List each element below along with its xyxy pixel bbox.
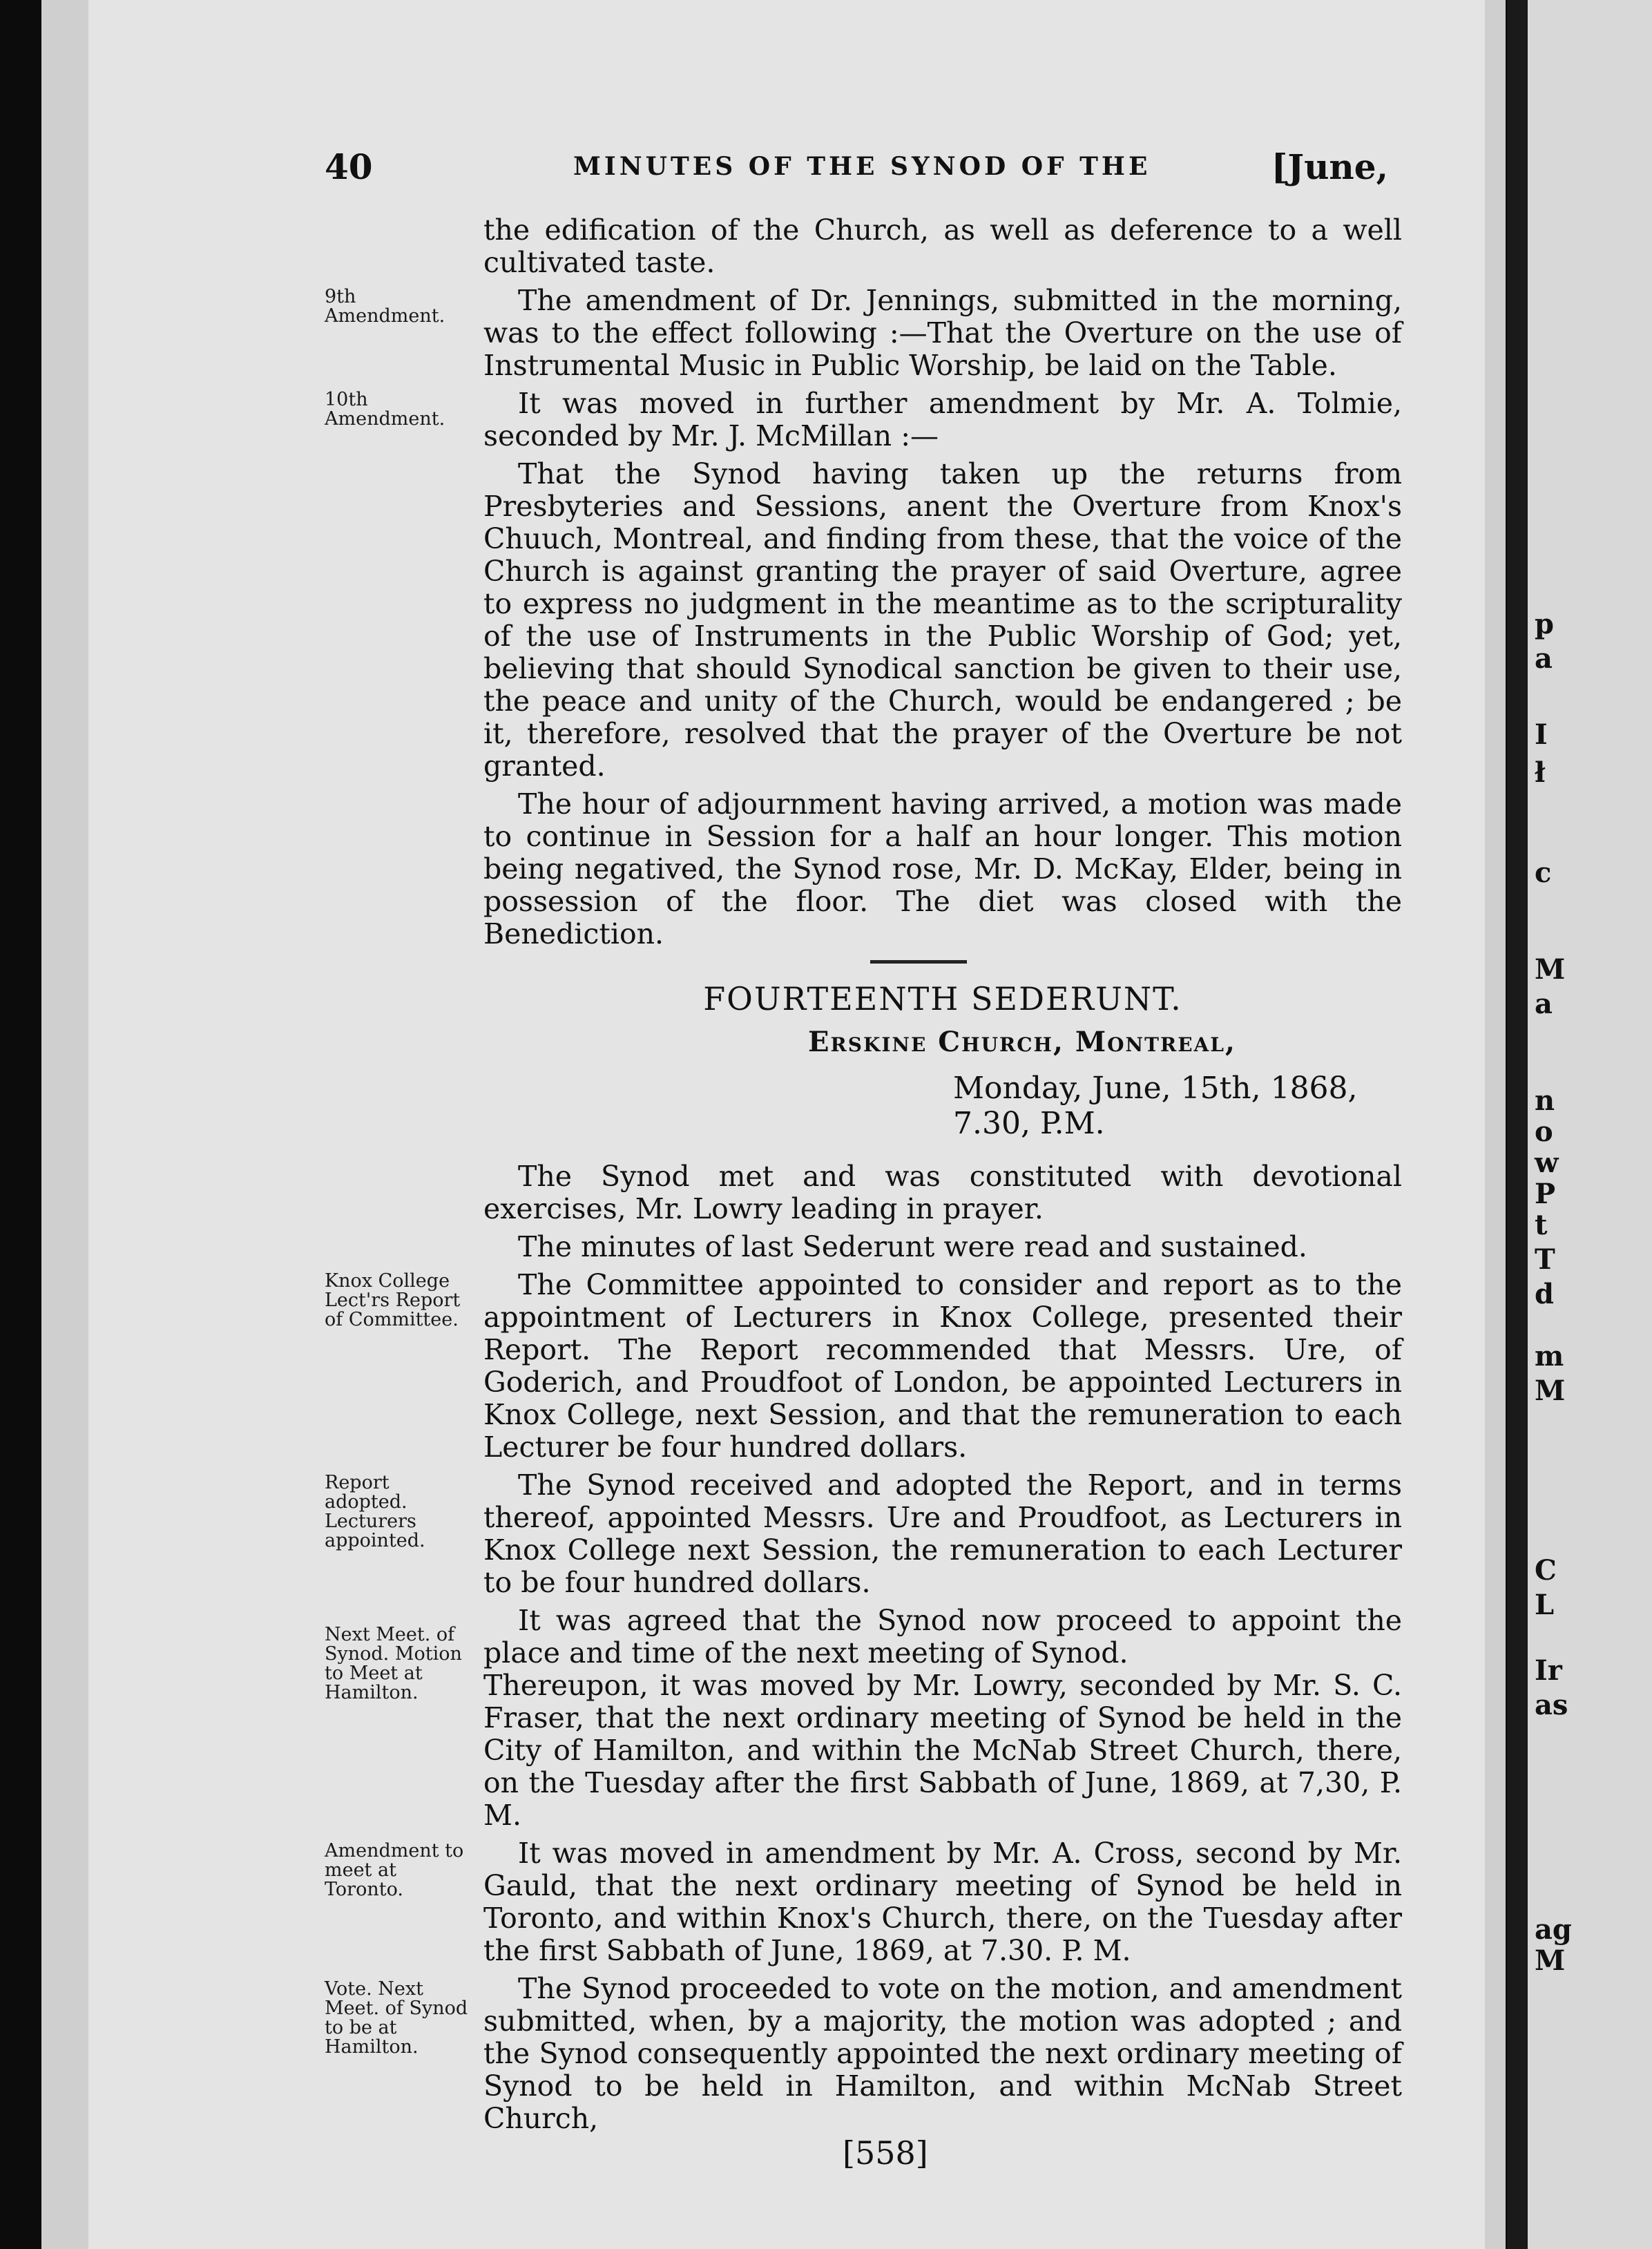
paragraph	[325, 387, 1402, 452]
paragraph-text: The minutes of last Sederunt were read and sustained.	[518, 1230, 1307, 1263]
fragment-text: t	[1535, 1209, 1548, 1241]
binding-gutter	[1507, 0, 1528, 2249]
paragraph	[325, 285, 1402, 382]
margin-note: Amendment to meet at Toronto.	[325, 1840, 464, 1900]
sederunt-location: Erskine Church, Montreal,	[808, 1026, 1236, 1058]
paragraph-text: That the Synod having taken up the returns from Presbyteries and Sessions, anent the Overture from Knox's Chuuch, Montreal, and finding from these, that the voice of the Church is against granting the prayer of said Overture, agree to express no judgment in the meantime as to the scripturality of the use of Instruments in the Public Worship of God; yet, believing that should Synodical sanction be given to their use, the peace and unity of the Church, would be endangered ; be it, therefore, resolved that the prayer of the Overture be not granted.	[483, 457, 1402, 783]
fragment-text: T	[1535, 1243, 1555, 1276]
fragment-text: o	[1535, 1116, 1553, 1148]
fragment-text: ł	[1535, 756, 1546, 789]
fragment-text: M	[1535, 1944, 1566, 1977]
paragraph-text: It was moved in amendment by Mr. A. Cross, second by Mr. Gauld, that the next ordinary meeting of Synod be held in Toronto, and within Knox's Church, there, on the Tuesday after the first Sabbath of June, 1869, at 7.30. P. M.	[483, 1837, 1402, 1967]
fragment-text: n	[1535, 1084, 1555, 1117]
paragraph	[325, 1231, 1402, 1263]
margin-note: 10th Amendment.	[325, 389, 445, 430]
paragraph	[325, 1269, 1402, 1464]
paragraph	[325, 1469, 1402, 1599]
paragraph	[325, 1605, 1402, 1832]
paragraph	[325, 788, 1402, 950]
sederunt-datetime: Monday, June, 15th, 1868, 7.30, P.M.	[953, 1071, 1358, 1141]
paragraph-text: It was agreed that the Synod now proceed to appoint the place and time of the next meeting of Synod. Thereupon, it was moved by Mr. Lowry, seconded by Mr. S. C. Fraser, that the next ordinary meeting of Synod be held in the City of Hamilton, and within the McNab Street Church, there, on the Tuesday after the first Sabbath of June, 1869, at 7,30, P. M.	[483, 1604, 1402, 1832]
page-footer-number: [558]	[843, 2134, 928, 2172]
margin-note: Next Meet. of Synod. Motion to Meet at Hamilton.	[325, 1624, 462, 1703]
fragment-text: Ir	[1535, 1654, 1562, 1687]
fragment-text: C	[1535, 1554, 1557, 1587]
adjacent-page-fragment	[1528, 0, 1652, 2249]
paragraph-text: It was moved in further amendment by Mr. A. Tolmie, seconded by Mr. J. McMillan :—	[483, 387, 1402, 452]
section-divider	[870, 960, 967, 964]
margin-note: Knox College Lect'rs Report of Committee.	[325, 1270, 461, 1330]
paragraph	[325, 458, 1402, 783]
fragment-text: p	[1535, 608, 1554, 640]
paragraph	[325, 1160, 1402, 1225]
page-header	[325, 146, 1402, 188]
running-head: MINUTES OF THE SYNOD OF THE	[573, 152, 1151, 181]
fragment-text: c	[1535, 856, 1552, 889]
paragraph-text: The Synod met and was constituted with devotional exercises, Mr. Lowry leading in prayer.	[483, 1160, 1402, 1225]
date-head: [June,	[1271, 146, 1388, 187]
paragraph	[325, 214, 1402, 279]
paragraph-text: The hour of adjournment having arrived, a motion was made to continue in Session for a half an hour longer. This motion being negatived, the Synod rose, Mr. D. McKay, Elder, being in possession of the floor. The diet was closed with the Benediction.	[483, 787, 1402, 950]
fragment-text: P	[1535, 1178, 1556, 1210]
fragment-text: I	[1535, 718, 1548, 751]
margin-note: 9th Amendment.	[325, 286, 445, 327]
fragment-text: M	[1535, 953, 1566, 986]
paragraph	[325, 1837, 1402, 1967]
margin-note: Report adopted. Lecturers appointed.	[325, 1472, 425, 1551]
paragraph-text: the edification of the Church, as well as deference to a well cultivated taste.	[483, 213, 1402, 279]
fragment-text: ag	[1535, 1913, 1572, 1946]
paragraph-text: The Synod proceeded to vote on the motion, and amendment submitted, when, by a majority, the motion was adopted ; and the Synod consequently appointed the next ordinary meeting of Synod to be held in Hamilton, and within McNab Street Church,	[483, 1972, 1402, 2135]
fragment-text: M	[1535, 1375, 1566, 1407]
paragraph-text: The amendment of Dr. Jennings, submitted in the morning, was to the effect following :—That the Overture on the use of Instrumental Music in Public Worship, be laid on the Table.	[483, 284, 1402, 382]
fragment-text: w	[1535, 1147, 1559, 1179]
fragment-text: a	[1535, 988, 1553, 1020]
paragraph-text: The Synod received and adopted the Report, and in terms thereof, appointed Messrs. Ure and Proudfoot, as Lecturers in Knox College next Session, the remuneration to each Lecturer to be four hundred dollars.	[483, 1468, 1402, 1599]
margin-note: Vote. Next Meet. of Synod to be at Hamilton.	[325, 1978, 468, 2058]
page-number: 40	[325, 146, 373, 187]
paragraph	[325, 1973, 1402, 2135]
fragment-text: m	[1535, 1340, 1564, 1372]
paragraph-text: The Committee appointed to consider and report as to the appointment of Lecturers in Knox College, presented their Report. The Report recommended that Messrs. Ure, of Goderich, and Proudfoot of London, be appointed Lecturers in Knox College, next Session, and that the remuneration to each Lecturer be four hundred dollars.	[483, 1268, 1402, 1464]
fragment-text: L	[1535, 1589, 1555, 1621]
sederunt-title: FOURTEENTH SEDERUNT.	[703, 980, 1182, 1017]
page-body	[325, 214, 1402, 2141]
fragment-text: a	[1535, 642, 1553, 675]
fragment-text: d	[1535, 1278, 1554, 1310]
fragment-text: as	[1535, 1689, 1568, 1721]
